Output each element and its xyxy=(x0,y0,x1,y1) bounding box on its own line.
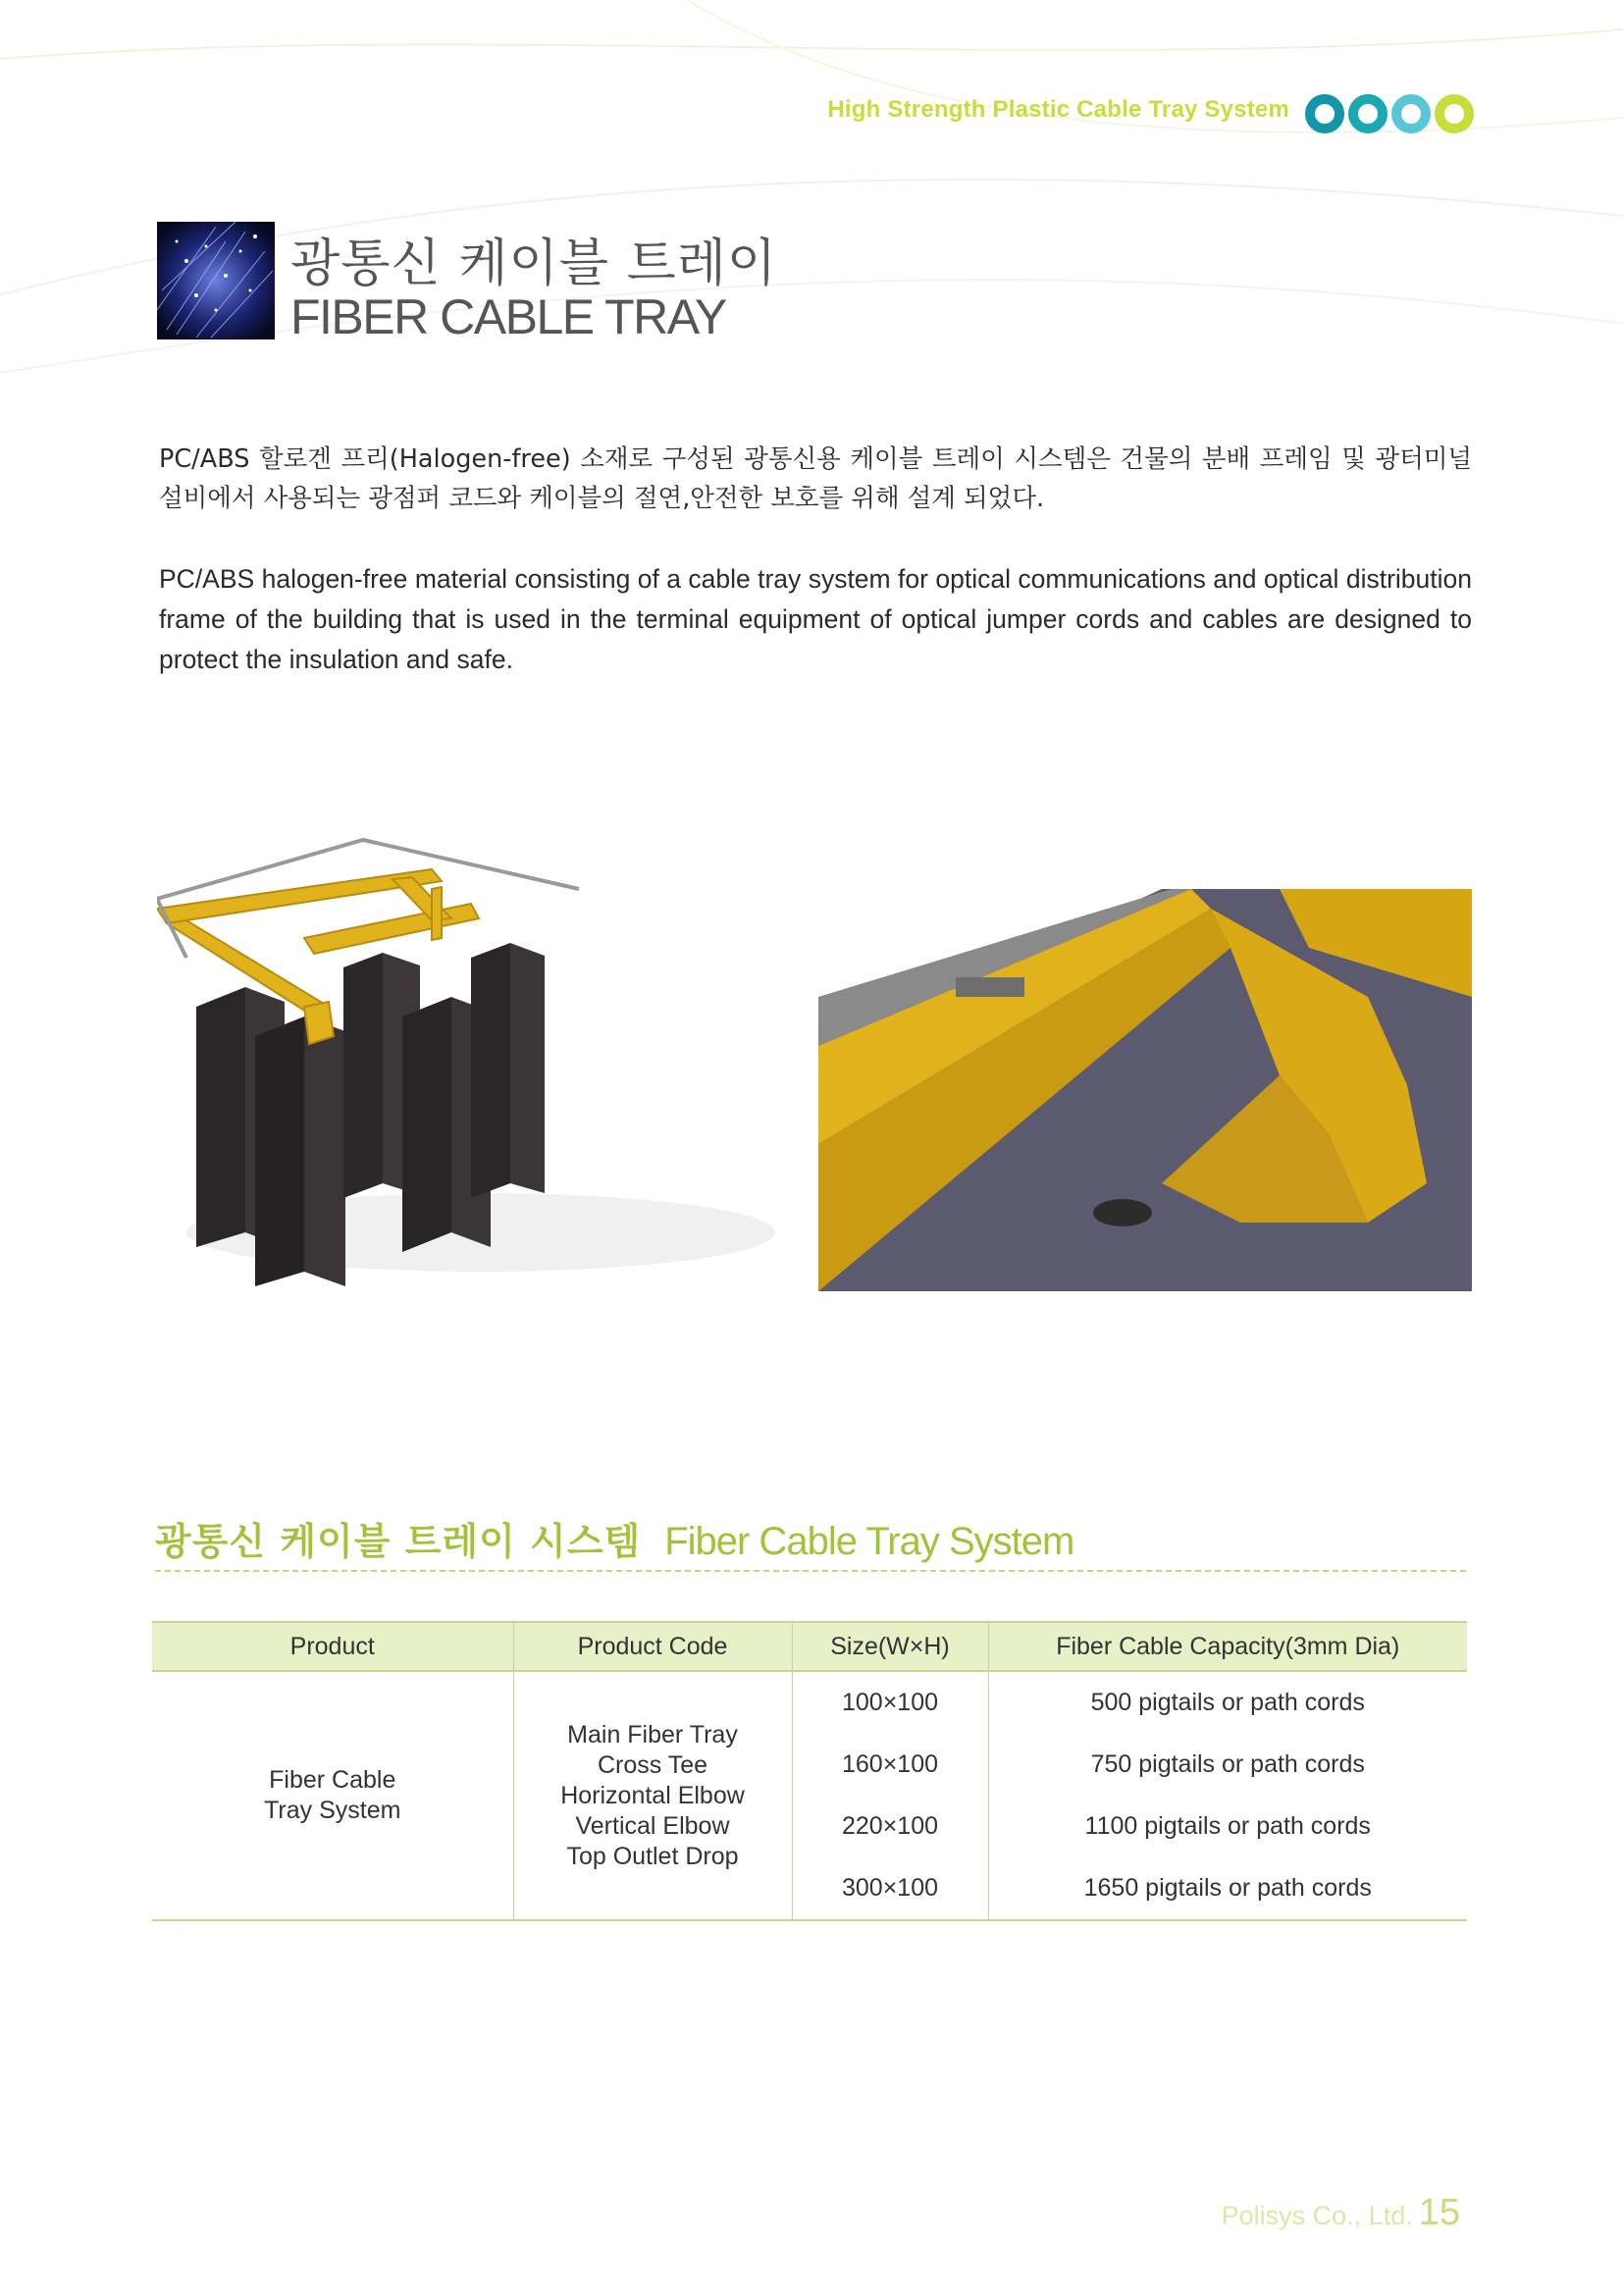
section-title-english: Fiber Cable Tray System xyxy=(664,1520,1074,1563)
column-header-product: Product xyxy=(152,1622,513,1671)
product-name-line: Tray System xyxy=(264,1797,401,1824)
product-code-item: Top Outlet Drop xyxy=(566,1842,739,1870)
capacity-cell: 500 pigtails or path cords xyxy=(1090,1689,1365,1716)
table-row xyxy=(152,1671,1467,1734)
size-cell: 220×100 xyxy=(792,1796,988,1857)
fiber-optic-thumbnail xyxy=(157,222,275,339)
capacity-cell: 1650 pigtails or path cords xyxy=(988,1857,1467,1920)
header-tagline: High Strength Plastic Cable Tray System xyxy=(827,96,1289,123)
product-cell xyxy=(152,1671,513,1920)
intro-paragraph-english: PC/ABS halogen-free material consisting of a cable tray system for optical communications and optical distribution frame of the building that is used in the terminal equipment of optical jumper cords and cables are designed to protect the insulation and safe. xyxy=(159,564,1472,674)
page-title-korean: 광통신 케이블 트레이 xyxy=(290,235,778,293)
column-header-size: Size(W×H) xyxy=(792,1622,988,1671)
capacity-cell: 1100 pigtails or path cords xyxy=(1084,1812,1371,1840)
product-name-line: Fiber Cable xyxy=(269,1766,396,1794)
product-code-cell xyxy=(513,1671,792,1920)
product-code-item: Vertical Elbow xyxy=(575,1811,730,1840)
column-header-product-code: Product Code xyxy=(513,1622,792,1671)
page-footer xyxy=(1222,2192,1460,2234)
capacity-cell: 750 pigtails or path cords xyxy=(1090,1750,1365,1778)
intro-paragraph-korean: PC/ABS 할로겐 프리(Halogen-free) 소재로 구성된 광통신용 케이블 트레이 시스템은 건물의 분배 프레임 및 광터미널 설비에서 사용되는 광점퍼 코드와 케이블의 절연,안전한 보호를 위해 설계 되었다. xyxy=(159,444,1472,513)
footer-company: Polisys Co., Ltd. xyxy=(1221,2201,1413,2230)
product-code-item: Cross Tee xyxy=(597,1750,708,1779)
tray-elbow-closeup-rendering xyxy=(818,889,1472,1291)
product-code-item: Horizontal Elbow xyxy=(560,1781,745,1809)
section-divider xyxy=(155,1570,1466,1572)
size-cell: 100×100 xyxy=(792,1671,988,1734)
header-ring-dots-icon xyxy=(1303,92,1480,135)
size-cell: 300×100 xyxy=(792,1857,988,1920)
page-title-english: FIBER CABLE TRAY xyxy=(290,289,726,344)
product-code-item: Main Fiber Tray xyxy=(567,1720,738,1748)
cabinet-tray-rendering xyxy=(157,810,805,1291)
specification-table xyxy=(152,1621,1467,1921)
column-header-capacity: Fiber Cable Capacity(3mm Dia) xyxy=(988,1622,1467,1671)
section-title xyxy=(155,1511,1073,1565)
page-number: 15 xyxy=(1418,2192,1460,2233)
section-title-korean: 광통신 케이블 트레이 시스템 xyxy=(155,1520,642,1563)
size-cell: 160×100 xyxy=(792,1734,988,1796)
